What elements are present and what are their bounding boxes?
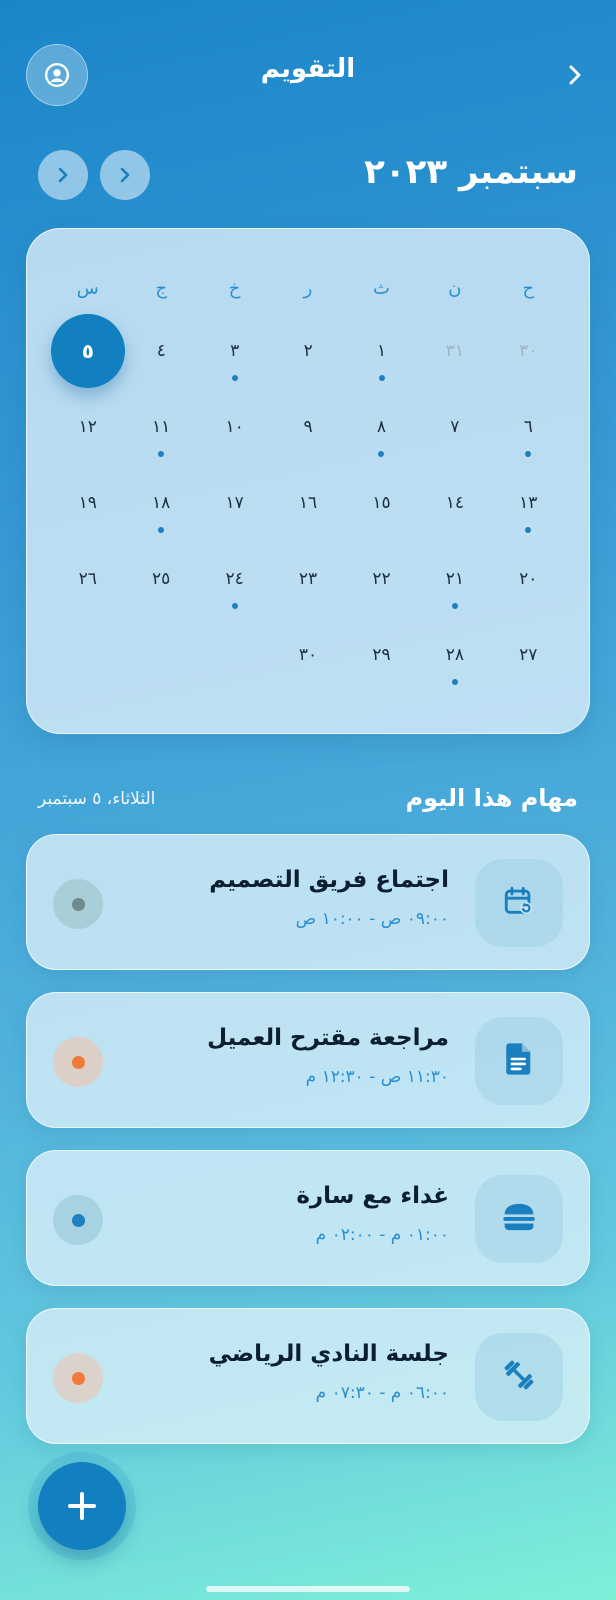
task-icon-box <box>475 1175 563 1263</box>
task-card[interactable] <box>26 992 590 1128</box>
event-dot <box>525 527 531 533</box>
calendar-day[interactable] <box>271 541 344 617</box>
day-number: ٣٠ <box>298 645 318 665</box>
task-status-toggle[interactable] <box>53 1353 103 1403</box>
day-number: ٣١ <box>445 341 465 361</box>
status-dot <box>72 898 85 911</box>
calendar-day[interactable] <box>345 313 418 389</box>
task-icon-box <box>475 1333 563 1421</box>
day-number: ٢٢ <box>372 569 391 589</box>
event-dot <box>452 603 458 609</box>
calendar-day[interactable] <box>345 465 418 541</box>
calendar-day[interactable] <box>198 389 271 465</box>
calendar-card <box>26 228 590 734</box>
calendar-day[interactable] <box>198 313 271 389</box>
day-number: ١٧ <box>225 493 244 513</box>
day-number: ١٤ <box>445 493 464 513</box>
day-number: ٢٨ <box>445 645 464 665</box>
calendar-empty-cell <box>124 617 197 693</box>
calendar-day[interactable] <box>492 617 565 693</box>
month-title: سبتمبر ٢٠٢٣ <box>364 152 578 192</box>
weekday-label: س <box>76 277 99 299</box>
calendar-week-row <box>51 389 565 465</box>
day-number: ٢٦ <box>78 569 97 589</box>
event-dot <box>232 603 238 609</box>
calendar-week-row <box>51 617 565 693</box>
calendar-day[interactable] <box>345 617 418 693</box>
calendar-day[interactable] <box>124 465 197 541</box>
day-number: ٦ <box>523 417 533 437</box>
document-icon <box>504 1042 534 1080</box>
calendar-day[interactable] <box>271 389 344 465</box>
burger-icon <box>502 1202 536 1236</box>
calendar-day[interactable] <box>198 465 271 541</box>
weekday-label: ن <box>448 277 462 299</box>
calendar-empty-cell <box>51 617 124 693</box>
calendar-day[interactable] <box>124 389 197 465</box>
task-time: ١١:٣٠ ص - ١٢:٣٠ م <box>305 1067 449 1087</box>
event-dot <box>158 451 164 457</box>
add-task-button[interactable] <box>38 1462 126 1550</box>
calendar-day[interactable] <box>492 465 565 541</box>
section-title: مهام هذا اليوم <box>405 784 578 812</box>
calendar-day[interactable] <box>271 313 344 389</box>
task-time: ٠٦:٠٠ م - ٠٧:٣٠ م <box>315 1383 449 1403</box>
day-number: ٢٠ <box>519 569 538 589</box>
task-time: ٠١:٠٠ م - ٠٢:٠٠ م <box>315 1225 449 1245</box>
event-dot <box>525 451 531 457</box>
tasks-section-header <box>38 784 578 816</box>
day-number: ١٢ <box>78 417 97 437</box>
day-number: ١٦ <box>298 493 318 513</box>
calendar-day[interactable] <box>124 541 197 617</box>
day-number: ١٨ <box>152 493 171 513</box>
calendar-day[interactable] <box>345 541 418 617</box>
calendar-day[interactable] <box>418 617 491 693</box>
day-number: ١٣ <box>519 493 538 513</box>
calendar-week-row <box>51 541 565 617</box>
task-icon-box <box>475 1017 563 1105</box>
top-bar <box>26 44 590 106</box>
task-time: ٠٩:٠٠ ص - ١٠:٠٠ ص <box>295 909 449 929</box>
task-status-toggle[interactable] <box>53 1195 103 1245</box>
weekday-label: ر <box>303 277 313 299</box>
day-number: ١٥ <box>372 493 391 513</box>
weekday-header-row <box>51 263 565 313</box>
calendar-day[interactable] <box>418 465 491 541</box>
weekday-label: خ <box>228 277 241 299</box>
calendar-day[interactable] <box>51 389 124 465</box>
day-number: ٢٩ <box>372 645 391 665</box>
task-status-toggle[interactable] <box>53 879 103 929</box>
day-number: ٩ <box>303 417 313 437</box>
calendar-empty-cell <box>198 617 271 693</box>
calendar-day[interactable] <box>198 541 271 617</box>
plus-icon <box>65 1489 99 1523</box>
day-number: ٧ <box>450 417 460 437</box>
task-title: مراجعة مقترح العميل <box>207 1025 449 1051</box>
day-number: ٢٤ <box>225 569 244 589</box>
event-dot <box>452 679 458 685</box>
calendar-day[interactable] <box>51 313 125 389</box>
task-icon-box <box>475 859 563 947</box>
weekday-label: ج <box>155 277 167 299</box>
task-status-toggle[interactable] <box>53 1037 103 1087</box>
calendar-day[interactable] <box>418 389 491 465</box>
selected-date-label: الثلاثاء، ٥ سبتمبر <box>38 789 156 809</box>
day-number: ١٩ <box>78 493 97 513</box>
day-number: ٢١ <box>445 569 464 589</box>
next-month-button[interactable] <box>100 150 150 200</box>
weekday-label: ح <box>522 277 535 299</box>
month-navigation <box>38 150 578 202</box>
event-dot <box>378 451 384 457</box>
task-title: اجتماع فريق التصميم <box>209 867 449 893</box>
weekday-label: ث <box>372 277 390 299</box>
day-number: ١٠ <box>225 417 244 437</box>
page-title: التقويم <box>260 54 356 84</box>
calendar-grid <box>51 263 565 693</box>
calendar-day[interactable] <box>125 313 198 389</box>
selected-day[interactable]: ٥ <box>51 314 125 388</box>
day-number: ١ <box>376 341 387 361</box>
home-indicator <box>206 1586 410 1592</box>
task-card[interactable] <box>26 1150 590 1286</box>
day-number: ٣ <box>230 341 240 361</box>
calendar-day[interactable] <box>51 465 124 541</box>
calendar-sync-icon <box>502 884 536 922</box>
day-number: ٢٧ <box>519 645 538 665</box>
day-number: ٢ <box>303 341 313 361</box>
task-card[interactable] <box>26 834 590 970</box>
back-button[interactable] <box>560 60 590 90</box>
event-dot <box>158 527 164 533</box>
status-dot <box>72 1056 85 1069</box>
chevron-right-icon <box>118 166 132 184</box>
day-number: ٢٥ <box>152 569 171 589</box>
calendar-day[interactable] <box>271 465 344 541</box>
status-dot <box>72 1214 85 1227</box>
calendar-day[interactable] <box>51 541 124 617</box>
day-number: ٢٣ <box>298 569 318 589</box>
chevron-right-icon <box>56 166 70 184</box>
day-number: ١١ <box>152 417 171 437</box>
calendar-day[interactable] <box>492 313 565 389</box>
calendar-day[interactable] <box>271 617 344 693</box>
calendar-day[interactable] <box>418 313 491 389</box>
chevron-right-icon <box>566 64 584 86</box>
calendar-week-row <box>51 313 565 389</box>
dumbbell-icon <box>502 1358 536 1396</box>
calendar-day[interactable] <box>492 389 565 465</box>
event-dot <box>232 375 238 381</box>
day-number: ٤ <box>156 341 166 361</box>
event-dot <box>379 375 385 381</box>
day-number: ٣٠ <box>519 341 538 361</box>
day-number: ٨ <box>376 417 387 437</box>
task-card[interactable] <box>26 1308 590 1444</box>
task-title: جلسة النادي الرياضي <box>208 1341 449 1367</box>
calendar-day[interactable] <box>345 389 418 465</box>
task-title: غداء مع سارة <box>296 1183 449 1209</box>
calendar-day[interactable] <box>418 541 491 617</box>
calendar-day[interactable] <box>492 541 565 617</box>
previous-month-button[interactable] <box>38 150 88 200</box>
status-dot <box>72 1372 85 1385</box>
calendar-week-row <box>51 465 565 541</box>
